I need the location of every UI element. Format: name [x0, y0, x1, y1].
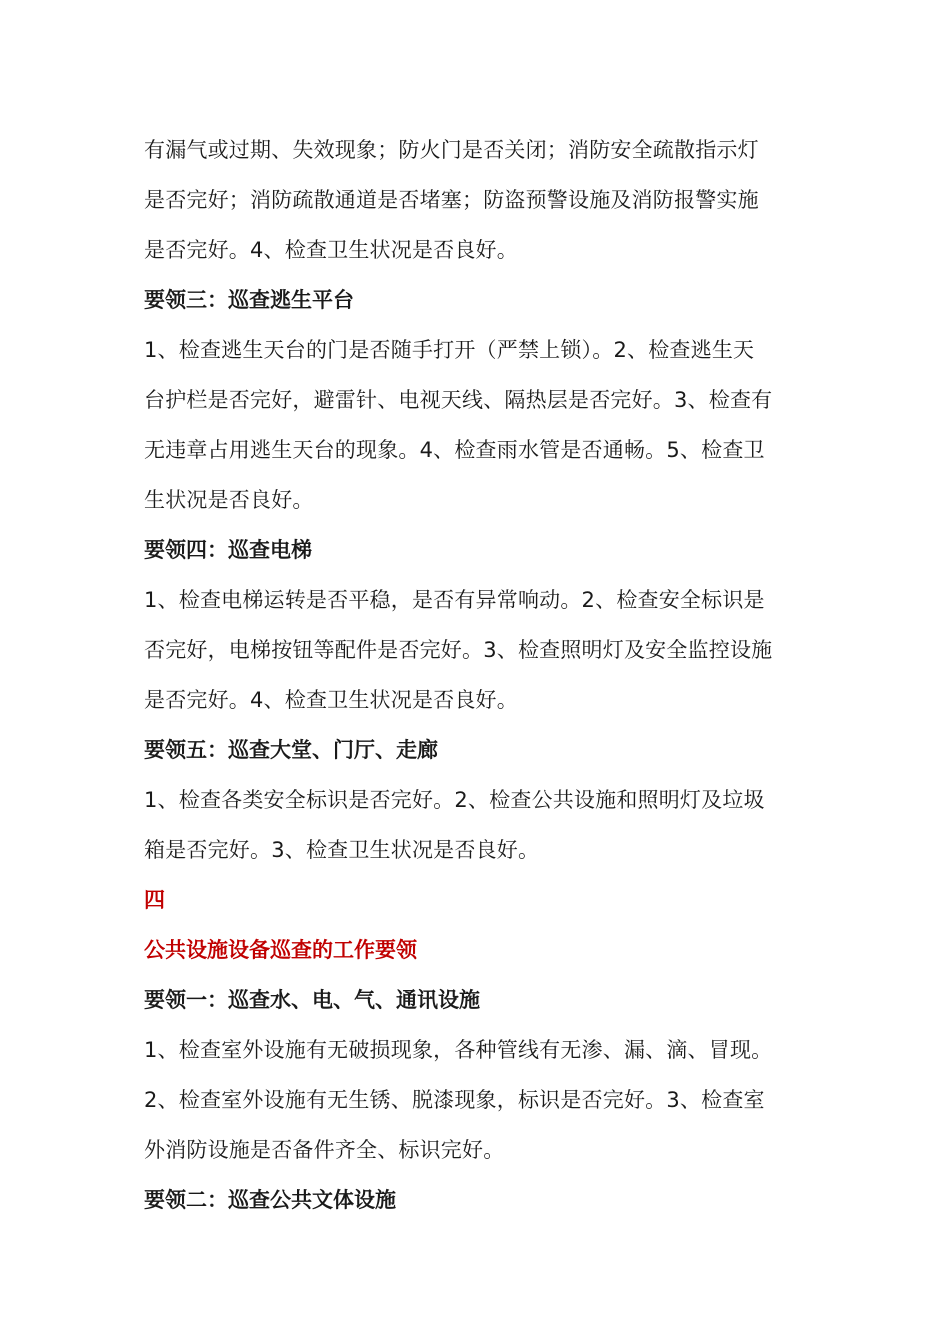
section-heading: 要领一：巡查水、电、气、通讯设施: [144, 988, 480, 1012]
section-heading: 要领二：巡查公共文体设施: [144, 1188, 396, 1212]
paragraph-line: 台护栏是否完好，避雷针、电视天线、隔热层是否完好。3、检查有: [144, 388, 773, 412]
section-heading: 要领四：巡查电梯: [144, 538, 312, 562]
document-body: [144, 125, 824, 1225]
section-heading: 要领五：巡查大堂、门厅、走廊: [144, 738, 438, 762]
paragraph-line: 箱是否完好。3、检查卫生状况是否良好。: [144, 838, 540, 862]
paragraph-line: 无违章占用逃生天台的现象。4、检查雨水管是否通畅。5、检查卫: [144, 438, 765, 462]
paragraph-line: 1、检查各类安全标识是否完好。2、检查公共设施和照明灯及垃圾: [144, 788, 765, 812]
paragraph-line: 1、检查室外设施有无破损现象，各种管线有无渗、漏、滴、冒现。: [144, 1038, 773, 1062]
paragraph-line: 有漏气或过期、失效现象；防火门是否关闭；消防安全疏散指示灯: [144, 138, 759, 162]
paragraph-line: 1、检查电梯运转是否平稳，是否有异常响动。2、检查安全标识是: [144, 588, 765, 612]
paragraph-line: 是否完好。4、检查卫生状况是否良好。: [144, 238, 518, 262]
chapter-number: 四: [144, 888, 165, 912]
section-heading: 要领三：巡查逃生平台: [144, 288, 354, 312]
paragraph-line: 生状况是否良好。: [144, 488, 314, 512]
paragraph-line: 外消防设施是否备件齐全、标识完好。: [144, 1138, 505, 1162]
paragraph-line: 1、检查逃生天台的门是否随手打开（严禁上锁）。2、检查逃生天: [144, 338, 755, 362]
chapter-title: 公共设施设备巡查的工作要领: [144, 938, 417, 962]
paragraph-line: 否完好，电梯按钮等配件是否完好。3、检查照明灯及安全监控设施: [144, 638, 773, 662]
paragraph-line: 2、检查室外设施有无生锈、脱漆现象，标识是否完好。3、检查室: [144, 1088, 765, 1112]
paragraph-line: 是否完好；消防疏散通道是否堵塞；防盗预警设施及消防报警实施: [144, 188, 759, 212]
paragraph-line: 是否完好。4、检查卫生状况是否良好。: [144, 688, 518, 712]
